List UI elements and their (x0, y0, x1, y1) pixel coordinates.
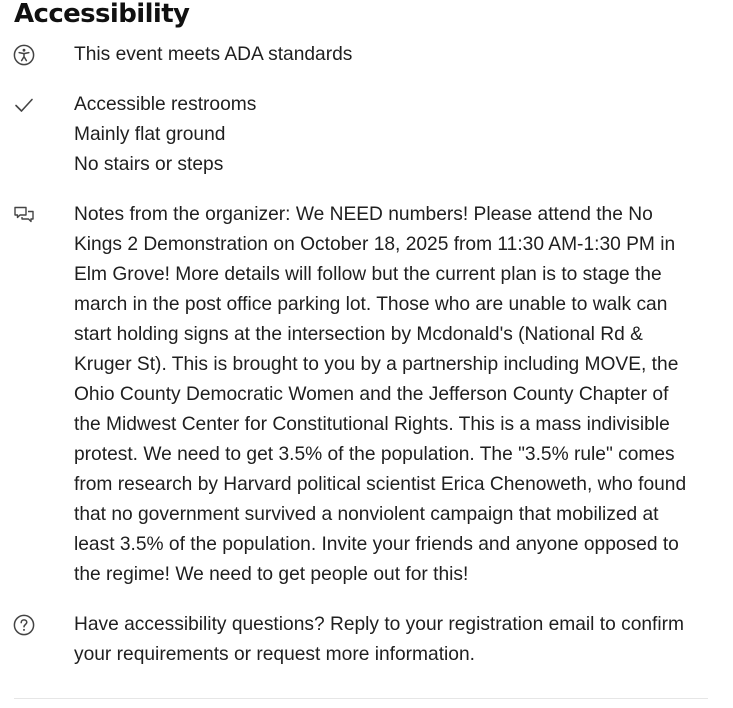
ada-line: This event meets ADA standards (74, 44, 353, 65)
organizer-notes (74, 200, 714, 590)
notes-line: least 3.5% of the population. Invite your friends and anyone opposed to (74, 534, 679, 555)
feature-item: No stairs or steps (74, 154, 224, 175)
question-circle-icon (13, 614, 35, 636)
notes-line: the Midwest Center for Constitutional Rights. This is a mass indivisible (74, 414, 670, 435)
feature-item: Mainly flat ground (74, 124, 226, 145)
checkmark-icon (13, 94, 35, 116)
notes-line: march in the post office parking lot. Those who are unable to walk can (74, 294, 668, 315)
notes-line: Kings 2 Demonstration on October 18, 2025 from 11:30 AM-1:30 PM in (74, 234, 676, 255)
notes-line: Ohio County Democratic Women and the Jefferson County Chapter of (74, 384, 669, 405)
section-title: Accessibility (14, 0, 190, 29)
chat-bubbles-icon (13, 204, 35, 226)
notes-line: Notes from the organizer: We NEED numbers! Please attend the No (74, 204, 653, 225)
questions-line: Have accessibility questions? Reply to your registration email to confirm (74, 614, 684, 635)
features-list (74, 90, 714, 180)
notes-line: Kruger St). This is brought to you by a partnership including MOVE, the (74, 354, 679, 375)
notes-line: that no government survived a nonviolent campaign that mobilized at (74, 504, 659, 525)
notes-line: start holding signs at the intersection by Mcdonald's (National Rd & (74, 324, 643, 345)
questions-line: your requirements or request more information. (74, 644, 475, 665)
accessibility-icon (13, 44, 35, 66)
feature-item: Accessible restrooms (74, 94, 257, 115)
ada-text (74, 40, 714, 70)
questions-text (74, 610, 714, 670)
notes-line: protest. We need to get 3.5% of the population. The "3.5% rule" comes (74, 444, 675, 465)
section-divider (14, 698, 708, 699)
notes-line: the regime! We need to get people out for this! (74, 564, 469, 585)
notes-line: Elm Grove! More details will follow but the current plan is to stage the (74, 264, 662, 285)
notes-line: from research by Harvard political scientist Erica Chenoweth, who found (74, 474, 687, 495)
